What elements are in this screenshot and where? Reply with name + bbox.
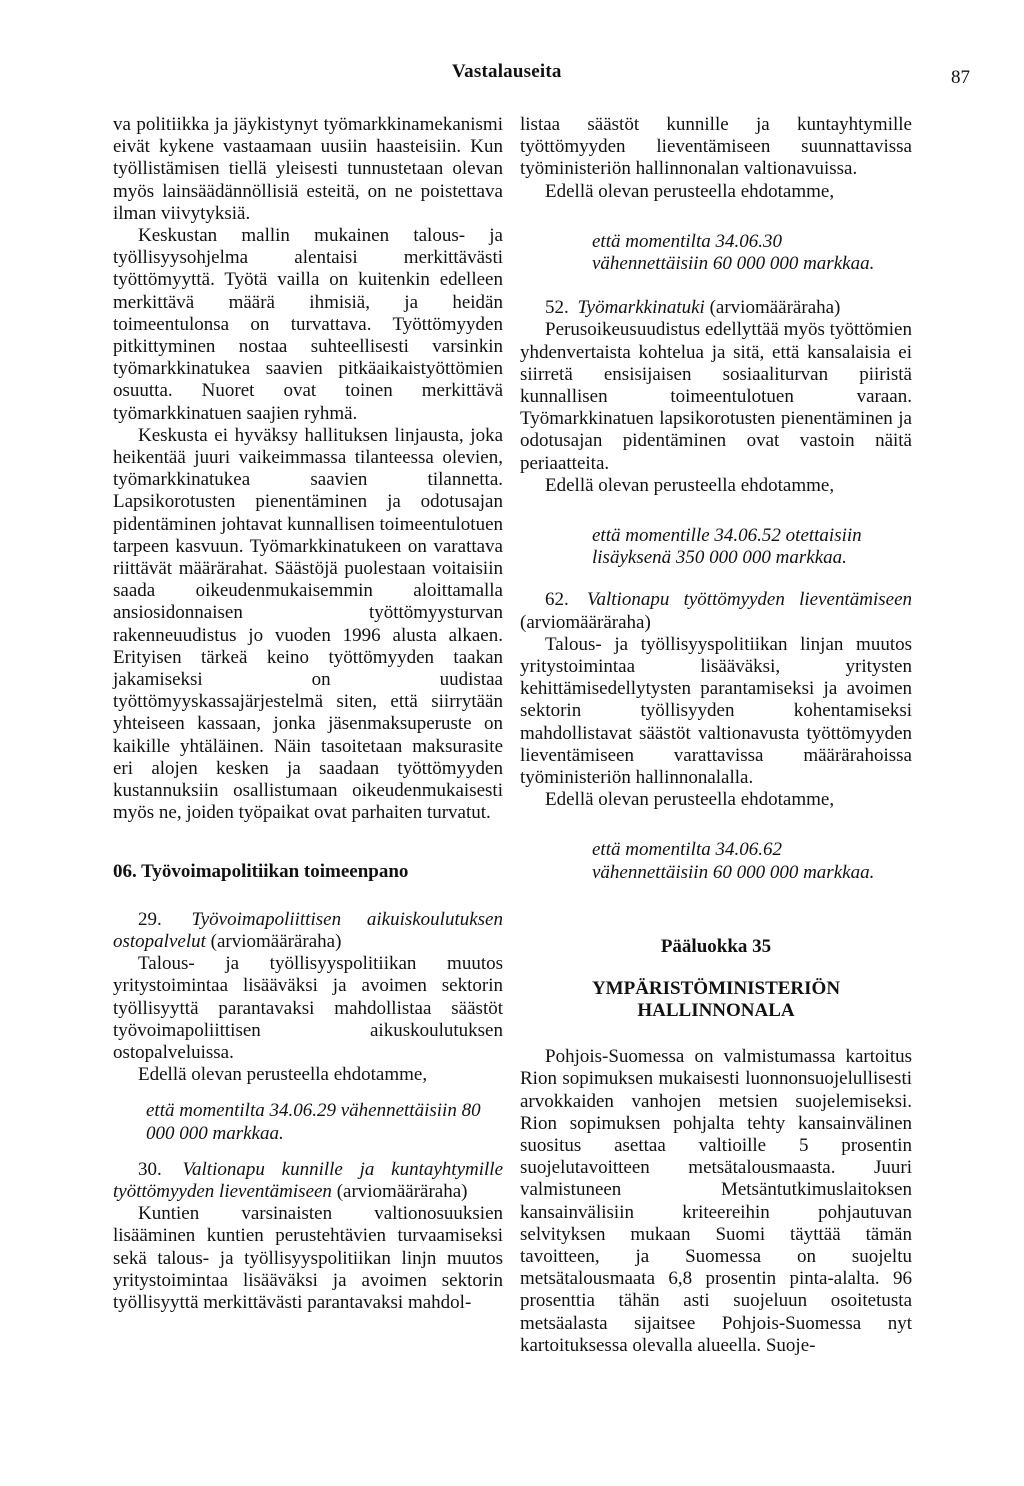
proposal: että momentilta 34.06.30 vähennettäisiin 60 000 000 markkaa. [592, 230, 875, 275]
paragraph: Talous- ja työllisyyspolitiikan muutos yritystoimintaa lisääväksi ja avoimen sektorin työllisyyttä parantavaksi mahdollistaa säästöt työvoimapoliittisen aikuskoulutuksen ostopalveluissa. [113, 953, 503, 1063]
proposal: että momentilta 34.06.62 vähennettäisiin 60 000 000 markkaa. [592, 839, 875, 883]
item-title: Työvoimapoliittisen aikuiskoulutuksen ostopalvelut [113, 908, 503, 952]
item-number: 30. [138, 1158, 162, 1180]
page-number: 87 [951, 67, 970, 88]
paragraph: Keskustan mallin mukainen talous- ja työllisyysohjelma alentaisi merkittävästi työttömyyttä. Työtä vailla on kuitenkin edelleen merkittävä määrä ihmisiä, ja heidän toimeentulonsa on turvattava. Työttömyyden pitkittyminen nostaa suhteellisesti varsinkin työmarkkinatukea saavien pitkäaikaistyöttömien osuutta. Nuoret ovat toinen merkittävä työmarkkinatuen saajien ryhmä. [113, 225, 503, 424]
item-type: (arviomääräraha) [210, 930, 342, 952]
item-type: (arviomääräraha) [709, 297, 841, 319]
paragraph: Kuntien varsinaisten valtionosuuksien lisääminen kuntien perustehtävien turvaamiseksi sekä talous- ja työllisyyspolitiikan linjn muutos yritystoimintaa lisääväksi ja avoimen sektorin työllisyyttä merkittävästi parantavaksi mahdol- [113, 1203, 503, 1313]
paragraph: Perusoikeusuudistus edellyttää myös työttömien yhdenvertaista kohtelua ja sitä, että kansalaisia ei siirretä ensisijaisen sosiaaliturvan piiristä kunnallisen toimeentulotuen varaan. Työmarkkinatuen lapsikorotusten pienentäminen ja odotusajan pidentäminen ovat vastoin näitä periaatteita. [520, 319, 912, 474]
item-heading-62 [520, 589, 912, 633]
proposal-lead: Edellä olevan perusteella ehdotamme, [545, 180, 835, 202]
item-type: (arviomääräraha) [336, 1180, 468, 1202]
paragraph: va politiikka ja jäykistynyt työmarkkinamekanismi eivät kykene vastaamaan uusiin haasteisiin. Kun työllistämisen tiellä yleisesti tunnustetaan olevan myös lainsäädännöllisiä esteitä, on ne poistettava ilman viivytyksiä. [113, 114, 503, 224]
item-type: (arviomääräraha) [520, 611, 651, 633]
item-heading-30 [113, 1159, 503, 1203]
paragraph: listaa säästöt kunnille ja kuntayhtymille työttömyyden lieventämiseen suunnattavissa työministeriön hallinnonalan valtionavuissa. [520, 114, 912, 180]
ministry-title: YMPÄRISTÖMINISTERIÖN HALLINNONALA [591, 978, 841, 1022]
item-heading-52 [520, 297, 912, 319]
proposal-lead: Edellä olevan perusteella ehdotamme, [138, 1064, 428, 1086]
item-heading-29 [113, 909, 503, 953]
main-class-title: Pääluokka 35 [660, 935, 772, 957]
item-title: Valtionapu työttömyyden lieventämiseen [587, 589, 913, 611]
item-number: 52. [545, 297, 569, 319]
item-title: Valtionapu kunnille ja kuntayhtymille työttömyyden lieventämiseen [113, 1158, 504, 1202]
proposal-lead: Edellä olevan perusteella ehdotamme, [545, 789, 835, 811]
proposal-lead: Edellä olevan perusteella ehdotamme, [545, 474, 835, 496]
paragraph: Talous- ja työllisyyspolitiikan linjan muutos yritystoimintaa lisääväksi, yritysten kehittämisedellytysten parantamiseksi ja avoimen sektorin työllisyyden kohentamiseksi mahdollistavat säästöt valtionavusta työttömyyden lieventämiseen varattavissa määrärahoissa työministeriön hallinnonalalla. [520, 633, 912, 789]
item-number: 29. [138, 908, 162, 930]
proposal: että momentilta 34.06.29 vähennettäisiin 80 000 000 markkaa. [146, 1100, 481, 1144]
section-heading: 06. Työvoimapolitiikan toimeenpano [113, 860, 409, 882]
item-number: 62. [545, 589, 569, 611]
proposal: että momentille 34.06.52 otettaisiin lisäyksenä 350 000 000 markkaa. [592, 525, 862, 569]
running-header: Vastalauseita [452, 61, 562, 82]
left-column [113, 114, 503, 1314]
item-title: Työmarkkinatuki [577, 297, 705, 319]
paragraph: Keskusta ei hyväksy hallituksen linjausta, joka heikentää juuri vaikeimmassa tilanteessa olevien, työmarkkinatukea saavien tilannetta. Lapsikorotusten pienentäminen ja odotusajan pidentäminen johtavat kunnallisen toimeentulotuen tarpeen kasvuun. Työmarkkinatukeen on varattava riittävät määrärahat. Säästöjä puolestaan voitaisiin saada oikeudenmukaisemmin aloittamalla ansiosidonnaisen työttömyysturvan rakenneuudistus jo vuoden 1996 alusta alkaen. Erityisen tärkeä keino työttömyyden taakan jakamiseksi on uudistaa työttömyyskassajärjestelmä siten, että siirrytään yhteiseen kassaan, jonka jäsenmaksuperuste on kaikille yhtäläinen. Näin tasoitetaan maksurasite eri alojen kesken ja saadaan työttömyyden kustannuksiin osallistumaan oikeudenmukaisesti myös ne, joiden työpaikat ovat parhaiten turvatut. [113, 424, 503, 824]
right-column [520, 114, 912, 1357]
paragraph: Pohjois-Suomessa on valmistumassa kartoitus Rion sopimuksen mukaisesti luonnonsuojelullisesti arvokkaiden vanhojen metsien suojelemiseksi. Rion sopimuksen pohjalta tehty kansainvälinen suositus asettaa valtioille 5 prosentin suojelutavoitteen metsätalousmaasta. Juuri valmistuneen Metsäntutkimuslaitoksen kansainvälisiin kriteereihin pohjautuvan selvityksen mukaan Suomi täyttää tämän tavoitteen, ja Suomessa on suojeltu metsätalousmaata 6,8 prosentin pinta-alalta. 96 prosenttia tähän asti suojeluun osoitetusta metsäalasta sijaitsee Pohjois-Suomessa nyt kartoituksessa olevalla alueella. Suoje- [520, 1046, 912, 1356]
